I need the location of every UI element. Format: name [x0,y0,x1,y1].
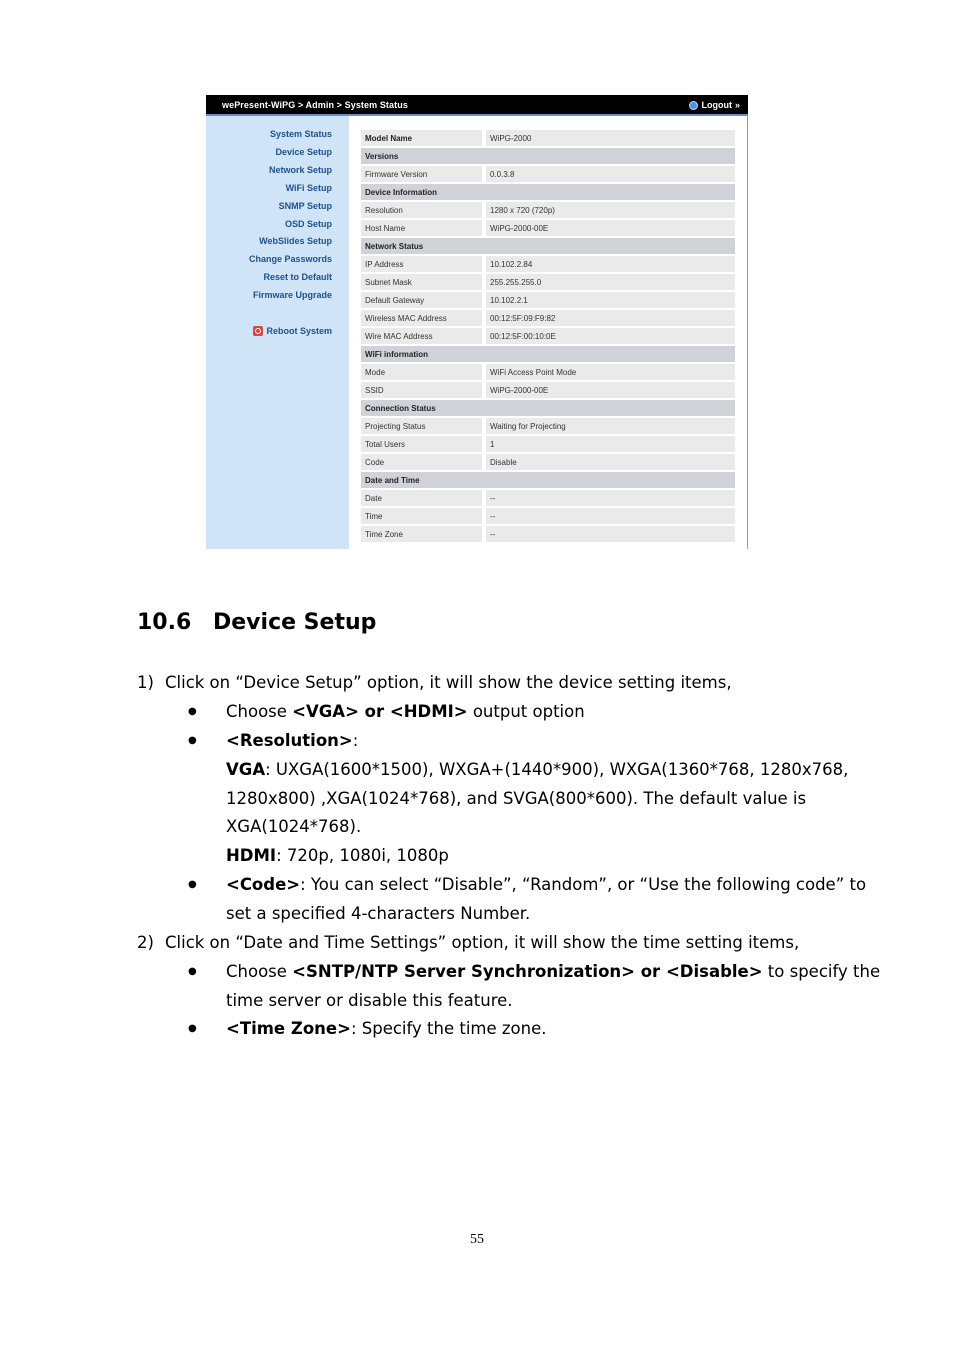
row-value: -- [482,526,735,542]
sidebar-item-reset-to-default[interactable]: Reset to Default [263,272,332,282]
breadcrumb: wePresent-WiPG > Admin > System Status [222,100,408,110]
row-value: 00:12:5F:00:10:0E [482,328,735,344]
row-label: Time [361,508,482,524]
double-chevron-icon: » [734,100,740,110]
row-value: -- [482,508,735,524]
sidebar-item-firmware-upgrade[interactable]: Firmware Upgrade [252,290,332,300]
row-label: Default Gateway [361,292,482,308]
row-value: WiPG-2000 [482,130,735,146]
sidebar-item-device-setup[interactable]: Device Setup [275,147,332,157]
step-1-bullet-3 [226,870,866,899]
row-label: Projecting Status [361,418,482,434]
bullet-icon: ● [188,879,197,890]
hdmi-label: HDMI [226,846,277,865]
text: : UXGA(1600*1500), WXGA+(1440*900), WXGA(1360*768, 1280x768, [265,760,849,779]
step-2-number: 2) [137,933,154,952]
sidebar-item-osd-setup[interactable]: OSD Setup [284,219,332,229]
row-label: Resolution [361,202,482,218]
row-value: Waiting for Projecting [482,418,735,434]
section-label: WiFi information [361,346,735,362]
section-heading [137,610,376,635]
sidebar-item-network-setup[interactable]: Network Setup [268,165,332,175]
section-label: Date and Time [361,472,735,488]
bullet-icon: ● [188,706,197,717]
row-value: WiPG-2000-00E [482,382,735,398]
row-value: WiPG-2000-00E [482,220,735,236]
row-label: Model Name [361,130,482,146]
section-label: Versions [361,148,735,164]
text: : [352,731,359,750]
sntp-line-2: time server or disable this feature. [226,991,513,1010]
section-number: 10.6 [137,610,192,635]
text: : You can select “Disable”, “Random”, or “Use the following code” to [300,875,867,894]
page-number: 55 [470,1232,484,1247]
code-option: <Code> [226,875,301,894]
sntp-option: <SNTP/NTP Server Synchronization> or <Disable> [292,962,763,981]
row-label: Subnet Mask [361,274,482,290]
row-value: 10.102.2.84 [482,256,735,272]
bullet-icon: ● [188,966,197,977]
text: Choose [226,962,293,981]
text: output option [467,702,585,721]
bullet-icon: ● [188,735,197,746]
row-label: Mode [361,364,482,380]
vga-hdmi-option: <VGA> or <HDMI> [292,702,468,721]
time-zone-option: <Time Zone> [226,1019,351,1038]
row-value: 10.102.2.1 [482,292,735,308]
section-label: Connection Status [361,400,735,416]
row-value: -- [482,490,735,506]
row-label: Wire MAC Address [361,328,482,344]
reboot-label: Reboot System [266,326,332,336]
row-label: SSID [361,382,482,398]
sidebar-item-webslides-setup[interactable]: WebSlides Setup [259,236,332,246]
text: : Specify the time zone. [350,1019,547,1038]
step-1-number: 1) [137,673,154,692]
text: to specify the [762,962,881,981]
row-value: Disable [482,454,735,470]
row-label: IP Address [361,256,482,272]
row-value: 0.0.3.8 [482,166,735,182]
row-value: 1280 x 720 (720p) [482,202,735,218]
bullet-icon: ● [188,1023,197,1034]
section-label: Network Status [361,238,735,254]
step-1-bullet-1 [226,697,585,726]
resolution-option: <Resolution> [226,731,353,750]
logout-label: Logout [701,100,732,110]
step-1-bullet-2 [226,726,358,755]
sidebar-item-change-passwords[interactable]: Change Passwords [248,254,332,264]
row-label: Time Zone [361,526,482,542]
row-value: 00:12:5F:09:F9:82 [482,310,735,326]
vga-line-1 [226,755,848,784]
text: Choose [226,702,293,721]
text: : 720p, 1080i, 1080p [276,846,449,865]
row-label: Host Name [361,220,482,236]
section-title: Device Setup [213,610,377,635]
row-value: WiFi Access Point Mode [482,364,735,380]
sidebar-item-snmp-setup[interactable]: SNMP Setup [278,201,332,211]
vga-line-2: 1280x800) ,XGA(1024*768), and SVGA(800*600). The default value is [226,789,807,808]
step-1-text: Click on “Device Setup” option, it will show the device setting items, [165,673,732,692]
sidebar-item-system-status[interactable]: System Status [269,129,332,139]
section-label: Device Information [361,184,735,200]
row-label: Date [361,490,482,506]
row-value: 1 [482,436,735,452]
step-2-bullet-1 [226,957,880,986]
row-value: 255.255.255.0 [482,274,735,290]
hdmi-line [226,841,449,870]
row-label: Code [361,454,482,470]
sidebar-item-wifi-setup[interactable]: WiFi Setup [285,183,332,193]
row-label: Wireless MAC Address [361,310,482,326]
step-2-bullet-2 [226,1014,546,1043]
vga-line-3: XGA(1024*768). [226,817,362,836]
step-2-text: Click on “Date and Time Settings” option, it will show the time setting items, [165,933,800,952]
code-line-2: set a specified 4-characters Number. [226,904,531,923]
vga-label: VGA [226,760,266,779]
row-label: Firmware Version [361,166,482,182]
row-label: Total Users [361,436,482,452]
